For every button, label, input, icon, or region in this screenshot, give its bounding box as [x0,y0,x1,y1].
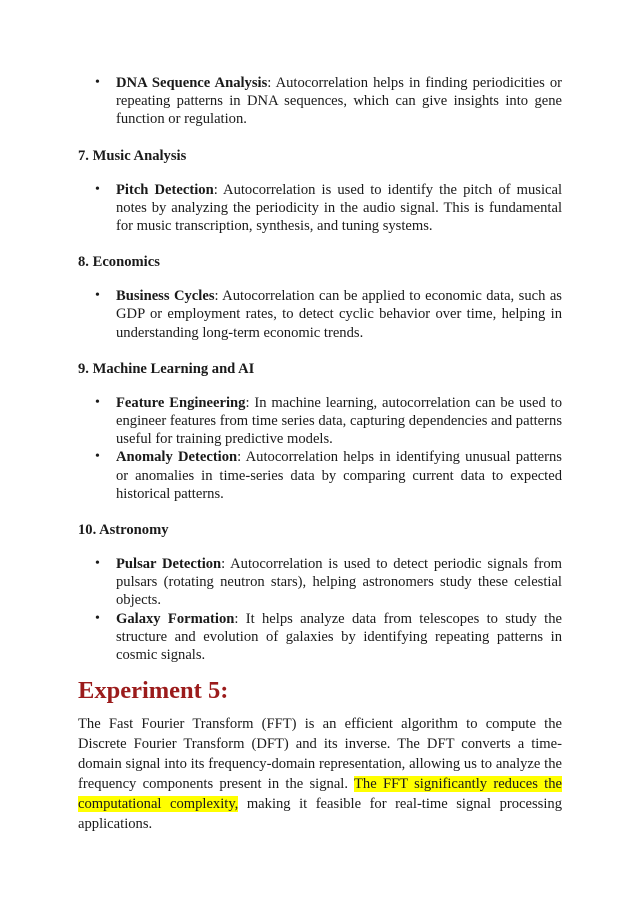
item-description: : Autocorrelation is used to identify the pitch of musical notes by analyzing the periodicity in the audio signal. This is fundamental for music transcription, synthesis, and tuning systems. [116,181,563,235]
document-page [78,74,562,834]
section-bullet-list [78,181,562,236]
section-heading: 8. Economics [78,254,160,271]
experiment-paragraph [78,714,562,834]
section-heading: 10. Astronomy [78,522,169,539]
paragraph-text: making it feasible for real-time signal processing applications. [78,796,562,833]
item-description: : Autocorrelation helps in finding periodicities or repeating patterns in DNA sequences, which can give insights into gene function or regulation. [116,75,562,128]
item-description: : Autocorrelation helps in identifying unusual patterns or anomalies in time-series data by comparing current data to expected historical patterns. [116,449,562,502]
item-term: Anomaly Detection [116,449,238,466]
item-term: Business Cycles [116,288,215,305]
bullet-icon: • [95,75,100,90]
list-item [78,610,562,665]
bullet-icon: • [95,556,100,572]
section-bullet-list [78,555,562,664]
list-item [78,555,562,610]
item-description: : Autocorrelation is used to detect periodic signals from pulsars (rotating neutron stars), helping astronomers study these celestial objects. [116,556,562,609]
list-item [78,74,562,129]
item-term: Galaxy Formation [116,610,235,627]
experiment-title: Experiment 5: [78,677,229,705]
list-item [78,394,562,449]
item-description: : Autocorrelation can be applied to economic data, such as GDP or employment rates, to detect cyclic behavior over time, helping in understanding long-term economic trends. [116,288,562,341]
item-description: : It helps analyze data from telescopes to study the structure and evolution of galaxies by identifying repeating patterns in cosmic signals. [116,610,562,664]
item-term: DNA Sequence Analysis [116,75,268,91]
item-description: : In machine learning, autocorrelation can be used to engineer features from time series data, capturing dependencies and patterns useful for training predictive models. [116,394,562,448]
item-term: Pulsar Detection [116,556,222,573]
section-bullet-list [78,394,562,503]
section-bullet-list [78,287,562,342]
item-term: Feature Engineering [116,394,246,411]
highlighted-text: The FFT significantly reduces the computational complexity, [78,776,562,813]
bullet-icon: • [95,288,100,304]
bullet-icon: • [95,394,100,410]
list-item [78,448,562,503]
item-term: Pitch Detection [116,181,214,198]
list-item [78,287,562,342]
bullet-icon: • [95,610,100,626]
section-heading: 9. Machine Learning and AI [78,360,255,377]
list-item [78,181,562,236]
section-heading: 7. Music Analysis [78,147,187,164]
bullet-icon: • [95,449,100,465]
paragraph-text: The Fast Fourier Transform (FFT) is an efficient algorithm to compute the Discrete Fourier Transform (DFT) and its inverse. The DFT converts a time-domain signal into its frequency-domain representation, allowing us to analyze the frequency components present in the signal. [78,716,562,793]
top-bullet-list [78,74,562,129]
bullet-icon: • [95,181,100,197]
